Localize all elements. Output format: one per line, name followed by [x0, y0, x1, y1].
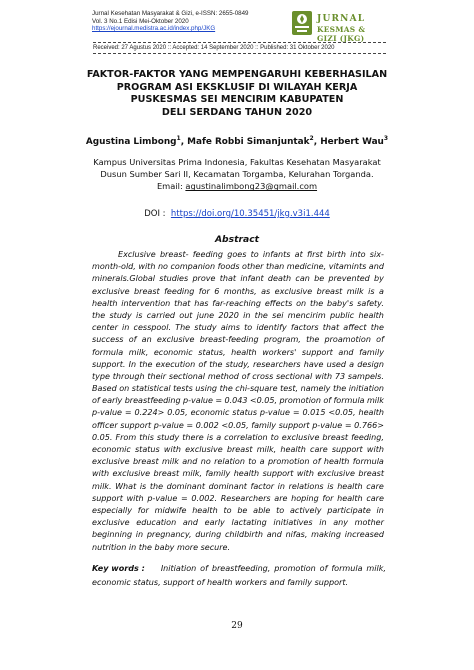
paper-title	[70, 69, 404, 119]
abstract-line: the study is carried out june 2020 in the sei mencirim public health	[92, 310, 384, 320]
abstract-line: center in cesspool. The study aims to identify factors that affect the	[92, 323, 384, 333]
abstract-line: milk. What is the dominant dominant factor in relations is health care	[92, 481, 384, 491]
author-affiliation-mark: 3	[383, 135, 389, 142]
title-line: PUSKESMAS SEI MENCIRIM KABUPATEN	[130, 94, 344, 106]
abstract-line: economic status with exclusive breast milk, health care support with	[92, 445, 384, 454]
affiliation-line: Dusun Sumber Sari II, Kecamatan Torgamba, Kelurahan Torganda.	[100, 169, 374, 180]
keywords-label: Key words :	[92, 564, 145, 573]
email-line	[70, 180, 404, 192]
abstract-line: formula milk, economic status, health workers' support and family	[92, 347, 384, 357]
email-label: Email:	[156, 181, 186, 192]
abstract-line: with exclusive breast milk, family health support with exclusive breast	[92, 469, 384, 479]
doi-line	[70, 209, 404, 219]
abstract-line: officer support p-value = 0.002 <0.05, family support p-value = 0.766>	[92, 420, 384, 430]
author-list: Agustina Limbong$^1$, Mafe Robbi Simanjuntak$^2$, Herbert Wau$^3$	[85, 135, 389, 147]
title-line: DELI SERDANG TAHUN 2020	[161, 106, 313, 118]
author-name: Herbert Wau	[320, 137, 384, 147]
abstract-heading: Abstract	[214, 234, 260, 245]
keywords-line: economic status, support of health workers and family support.	[92, 577, 349, 587]
journal-name: Jurnal Kesehatan Masyarakat & Gizi, e-ISSN: 2655-0849	[92, 10, 249, 17]
logo-title: JURNAL	[317, 14, 366, 24]
abstract-line: especially for midwife health to be able to actively participate in	[92, 505, 384, 515]
journal-url-link[interactable]: https://ejournal.medistra.ac.id/index.php/JKG	[92, 25, 216, 33]
keywords-text: Initiation of breastfeeding, promotion of formula milk,	[160, 564, 386, 573]
abstract-line: exclusive breast feeding for 6 months, as exclusive breast milk is a	[92, 286, 384, 296]
title-line: FAKTOR-FAKTOR YANG MEMPENGARUHI KEBERHASILAN	[86, 69, 388, 80]
abstract-line: nutrition in the baby more secure.	[92, 542, 231, 552]
affiliation-line: Kampus Universitas Prima Indonesia, Fakultas Kesehatan Masyarakat	[93, 157, 381, 167]
abstract-line: health intervention that has far-reaching effects on the baby's safety.	[92, 298, 384, 308]
journal-logo	[283, 9, 379, 43]
abstract-line: exclusive breast milk and no relation to a promotion of health formula	[92, 457, 384, 467]
abstract-line: type through their sectional method of cross sectional with 73 sampels.	[92, 371, 384, 381]
keywords-line	[92, 562, 386, 576]
header-divider-bottom	[93, 53, 386, 54]
abstract-line: support. In the execution of the study, researchers have used a design	[92, 359, 384, 369]
author-name: Mafe Robbi Simanjuntak	[187, 137, 310, 147]
journal-volume: Vol. 3 No.1 Edisi Mei-Oktober 2020	[92, 17, 189, 25]
doi-label: DOI :	[144, 209, 166, 219]
abstract-line: minerals.Global studies prove that infant death can be prevented by	[92, 274, 384, 284]
abstract-line: month-old, with no companion foods other than medicine, vitamints and	[92, 262, 384, 272]
email-link[interactable]: agustinalimbong23@gmail.com	[185, 181, 318, 192]
author-affiliation-mark: 1	[176, 135, 181, 142]
abstract-line: 0.05. From this study there is a correlation to exclusive breast feeding,	[92, 432, 384, 442]
title-line: PROGRAM ASI EKSKLUSIF DI WILAYAH KERJA	[116, 81, 358, 93]
abstract-line: of early breastfeeding p-value = 0.043 <0.05, promotion of formula milk	[92, 396, 384, 406]
affiliation	[70, 156, 404, 193]
abstract-line: p-value = 0.224> 0.05, economic status p-value = 0.015 <0.05, health	[92, 408, 384, 418]
abstract-line: exclusive education and early lactating initiatives in any mother	[92, 518, 384, 528]
doi-link[interactable]: https://doi.org/10.35451/jkg.v3i1.444	[170, 209, 330, 219]
author-affiliation-mark: 2	[309, 135, 314, 142]
abstract-line: Exclusive breast- feeding goes to infants at first birth into six-	[118, 250, 384, 259]
abstract-line: support with p-value = 0.002. Researchers are hoping for health care	[92, 493, 384, 503]
abstract-line: Based on statistical tests using the chi-square test, namely the initiation	[92, 384, 384, 394]
keywords-section	[92, 562, 386, 589]
journal-emblem-icon	[291, 10, 313, 36]
abstract-line: beginning in pregnancy, during childbirth and nifas, making increased	[92, 530, 384, 540]
author-name: Agustina Limbong	[85, 137, 177, 147]
logo-subtitle: KESMAS & GIZI (JKG)	[317, 25, 366, 43]
abstract-line: success of an exclusive breast-feeding program, the proamotion of	[92, 335, 384, 345]
abstract-body	[92, 249, 384, 554]
submission-dates: Received: 27 Agustus 2020 :: Accepted: 14 September 2020 :: Published: 31 Oktober 2020	[93, 45, 335, 51]
page-number: 29	[231, 621, 243, 631]
header-divider-top	[93, 42, 386, 43]
